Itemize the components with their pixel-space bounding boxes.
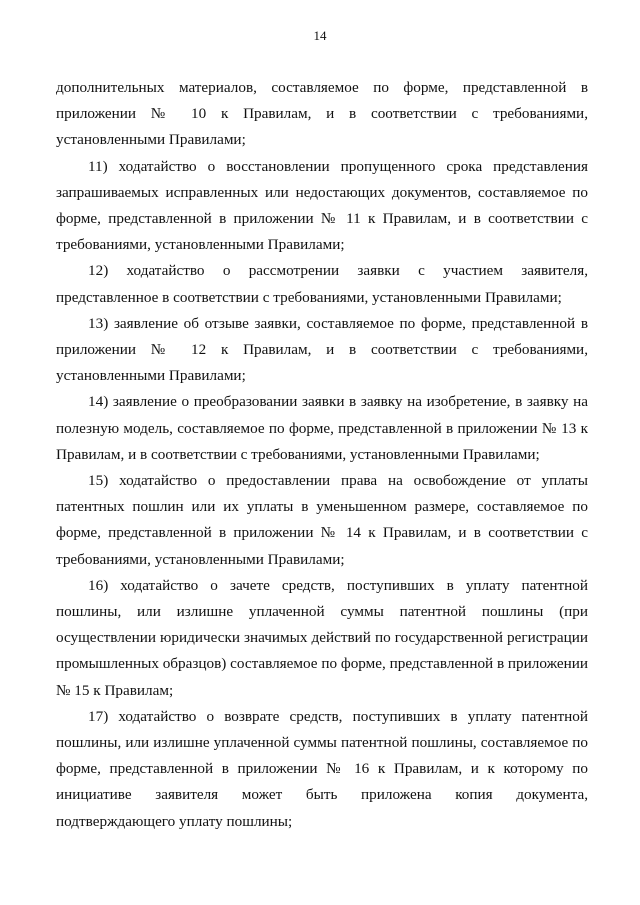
list-item-number: 12) <box>88 262 109 280</box>
list-item-text: ходатайство о восстановлении пропущенного срока представления запрашиваемых исправленных или недостающих документов, составляемое по форме, представленной в приложении № 11 к Правилам, и в соответствии с требованиями, установленными Правилами; <box>56 157 589 254</box>
list-item-17 <box>56 704 588 835</box>
list-item-13 <box>56 311 588 390</box>
document-body <box>56 75 588 835</box>
list-item-16 <box>56 573 588 704</box>
list-item-number: 15) <box>88 472 109 490</box>
paragraph-text: дополнительных материалов, составляемое по форме, представленной в приложении № 10 к Правилам, и в соответствии с требованиями, установленными Правилами; <box>56 79 588 149</box>
list-item-text: заявление о преобразовании заявки в заявку на изобретение, в заявку на полезную модель, составляемое по форме, представленной в приложении № 13 к Правилам, и в соответствии с требованиями, установленными Правилами; <box>56 393 589 463</box>
list-item-number: 17) <box>88 707 109 725</box>
list-item-12 <box>56 258 588 310</box>
list-item-text: заявление об отзыве заявки, составляемое по форме, представленной в приложении № 12 к Правилам, и в соответствии с требованиями, установленными Правилами; <box>56 314 588 385</box>
list-item-number: 14) <box>88 393 109 411</box>
list-item-text: ходатайство о рассмотрении заявки с участием заявителя, представленное в соответствии с требованиями, установленными Правилами; <box>56 262 588 306</box>
list-item-number: 16) <box>88 576 109 594</box>
page-number: 14 <box>313 28 327 43</box>
list-item-15 <box>56 468 588 573</box>
list-item-number: 11) <box>88 157 108 175</box>
paragraph-continuation <box>56 75 588 154</box>
list-item-number: 13) <box>88 314 109 332</box>
list-item-11 <box>56 154 588 259</box>
list-item-text: ходатайство о возврате средств, поступивших в уплату патентной пошлины, или излишне уплаченной суммы патентной пошлины, составляемое по форме, представленной в приложении № 16 к Правилам, и к которому по инициативе заявителя может быть приложена копия документа, подтверждающего уплату пошлины; <box>56 707 589 830</box>
list-item-text: ходатайство о зачете средств, поступивших в уплату патентной пошлины, или излишне уплаченной суммы патентной пошлины (при осуществлении юридически значимых действий по государственной регистрации промышленных образцов) составляемое по форме, представленной в приложении № 15 к Правилам; <box>56 576 589 699</box>
list-item-14 <box>56 389 588 468</box>
list-item-text: ходатайство о предоставлении права на освобождение от уплаты патентных пошлин или их уплаты в уменьшенном размере, составляемое по форме, представленной в приложении № 14 к Правилам, и в соответствии с требованиями, установленными Правилами; <box>56 472 588 568</box>
